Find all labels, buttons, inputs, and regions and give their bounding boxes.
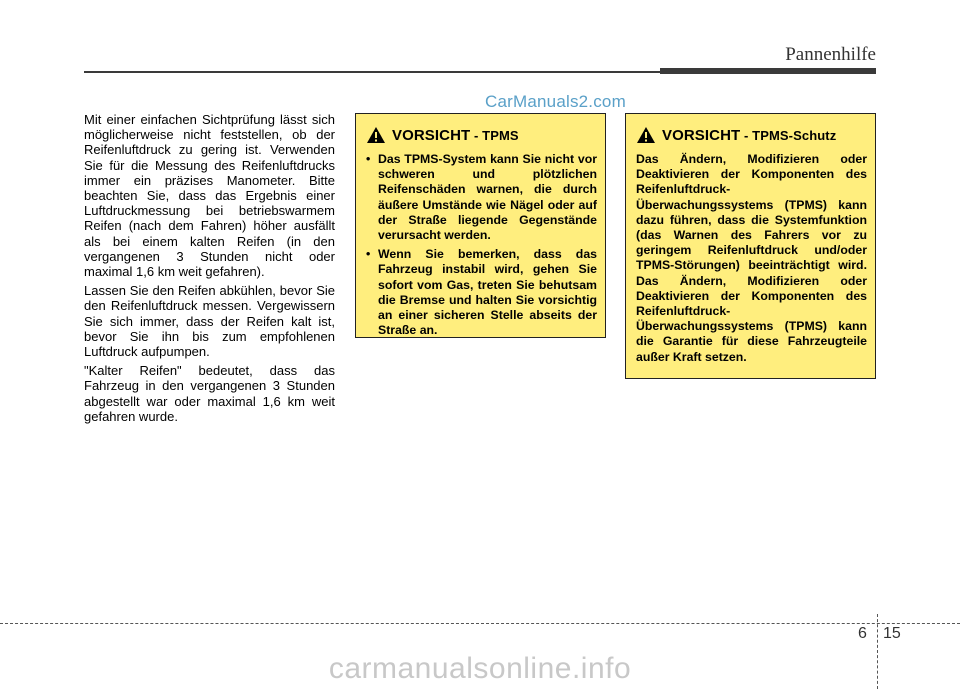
caution-header <box>636 124 875 146</box>
list-item: • Wenn Sie bemerken, dass das Fahrzeug instabil wird, gehen Sie sofort vom Gas, treten Sie behutsam die Bremse und halten Sie vorsichtig an einer sicheren Stelle abseits der Straße an. <box>366 247 597 338</box>
header-rule-accent <box>660 68 876 74</box>
chapter-number: 6 <box>858 625 867 642</box>
caution-title: VORSICHT - TPMS <box>392 126 519 144</box>
paragraph: "Kalter Reifen" bedeutet, dass das Fahrzeug in den vergangenen 3 Stunden abgestellt war oder maximal 1,6 km weit gefahren wurde. <box>84 363 335 424</box>
header-rule <box>84 71 660 73</box>
paragraph: Mit einer einfachen Sichtprüfung lässt sich möglicherweise nicht feststellen, ob der Reifenluftdruck zu gering ist. Verwenden Sie für die Messung des Reifenluftdrucks immer ein präzises Manometer. Bitte beachten Sie, dass das Ergebnis einer Luftdruckmessung bei betriebswarmem Reifen (nach dem Fahren) höher ausfällt als bei einem kalten Reifen (in den vergangenen 3 Stunden nicht oder maximal 1,6 km weit gefahren). <box>84 112 335 280</box>
watermark-bottom: carmanualsonline.info <box>328 652 632 685</box>
caution-box-tpms <box>355 113 606 338</box>
caution-box-tpms-protection <box>625 113 876 379</box>
caution-title: VORSICHT - TPMS-Schutz <box>662 126 837 144</box>
list-item: • Das TPMS-System kann Sie nicht vor schweren und plötzlichen Reifenschäden warnen, die durch äußere Umstände wie Nägel oder auf der Straße liegende Gegenstände verursacht werden. <box>366 152 597 243</box>
paragraph: Lassen Sie den Reifen abkühlen, bevor Sie den Reifenluftdruck messen. Vergewissern Sie sich immer, dass der Reifen kalt ist, bevor Sie ihn bis zum empfohlenen Luftdruck aufpumpen. <box>84 283 335 360</box>
section-title: Pannenhilfe <box>785 44 876 65</box>
left-column <box>84 112 335 428</box>
caution-list <box>366 152 597 338</box>
footer-rule <box>0 623 960 624</box>
warning-triangle-icon <box>636 126 656 144</box>
watermark-top: CarManuals2.com <box>485 92 626 111</box>
caution-body: Das Ändern, Modifizieren oder Deaktivieren der Komponenten des Reifenluftdruck-Überwachungssystems (TPMS) kann dazu führen, dass die Systemfunktion (das Warnen des Fahrers vor zu geringem Reifenluftdruck und/oder TPMS-Störungen) beeinträchtigt wird. Das Ändern, Modifizieren oder Deaktivieren der Komponenten des Reifenluftdruck-Überwachungssystems (TPMS) kann die Garantie für diese Fahrzeugteile außer Kraft setzen. <box>636 152 867 364</box>
warning-triangle-icon <box>366 126 386 144</box>
page-number: 15 <box>883 625 901 642</box>
caution-header <box>366 124 605 146</box>
